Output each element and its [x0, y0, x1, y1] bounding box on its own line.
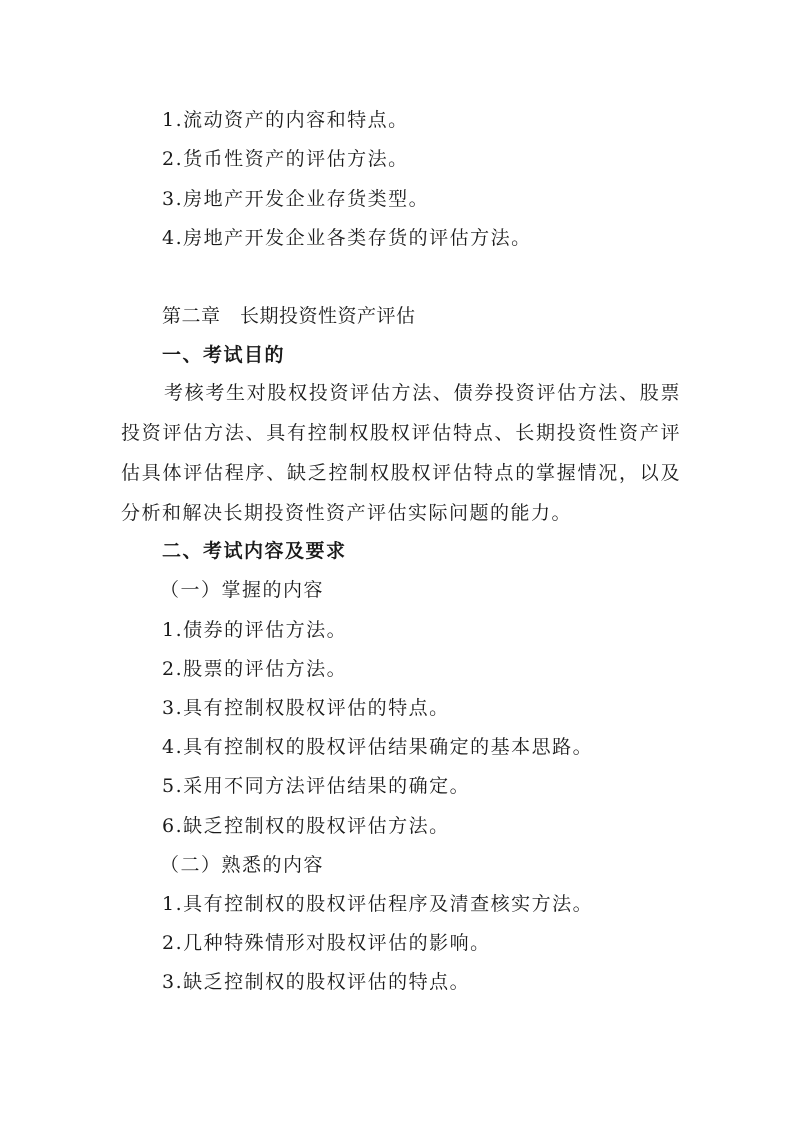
purpose-paragraph: 考核考生对股权投资评估方法、债券投资评估方法、股票投资评估方法、具有控制权股权评估特点、长期投资性资产评估具体评估程序、缺乏控制权股权评估特点的掌握情况，以及分析和解决长期投资性资产评估实际问题的能力。 [121, 382, 681, 524]
list-item: 2.股票的评估方法。 [162, 658, 348, 680]
list-item: 1.流动资产的内容和特点。 [162, 109, 409, 131]
chapter-title: 第二章 长期投资性资产评估 [162, 305, 416, 327]
section-heading-content: 二、考试内容及要求 [162, 540, 347, 562]
list-item: 3.具有控制权股权评估的特点。 [162, 697, 450, 719]
list-item: 3.缺乏控制权的股权评估的特点。 [162, 971, 471, 993]
list-item: 2.几种特殊情形对股权评估的影响。 [162, 932, 491, 954]
subsection-label-master: （一）掌握的内容 [160, 579, 325, 601]
list-item: 2.货币性资产的评估方法。 [162, 148, 409, 170]
subsection-label-familiar: （二）熟悉的内容 [160, 854, 325, 876]
list-item: 5.采用不同方法评估结果的确定。 [162, 775, 471, 797]
list-item: 4.具有控制权的股权评估结果确定的基本思路。 [162, 736, 594, 758]
list-item: 6.缺乏控制权的股权评估方法。 [162, 815, 450, 837]
list-item: 4.房地产开发企业各类存货的评估方法。 [162, 227, 532, 249]
section-heading-purpose: 一、考试目的 [162, 344, 286, 366]
list-item: 3.房地产开发企业存货类型。 [162, 188, 430, 210]
list-item: 1.具有控制权的股权评估程序及清查核实方法。 [162, 893, 594, 915]
list-item: 1.债券的评估方法。 [162, 619, 348, 641]
